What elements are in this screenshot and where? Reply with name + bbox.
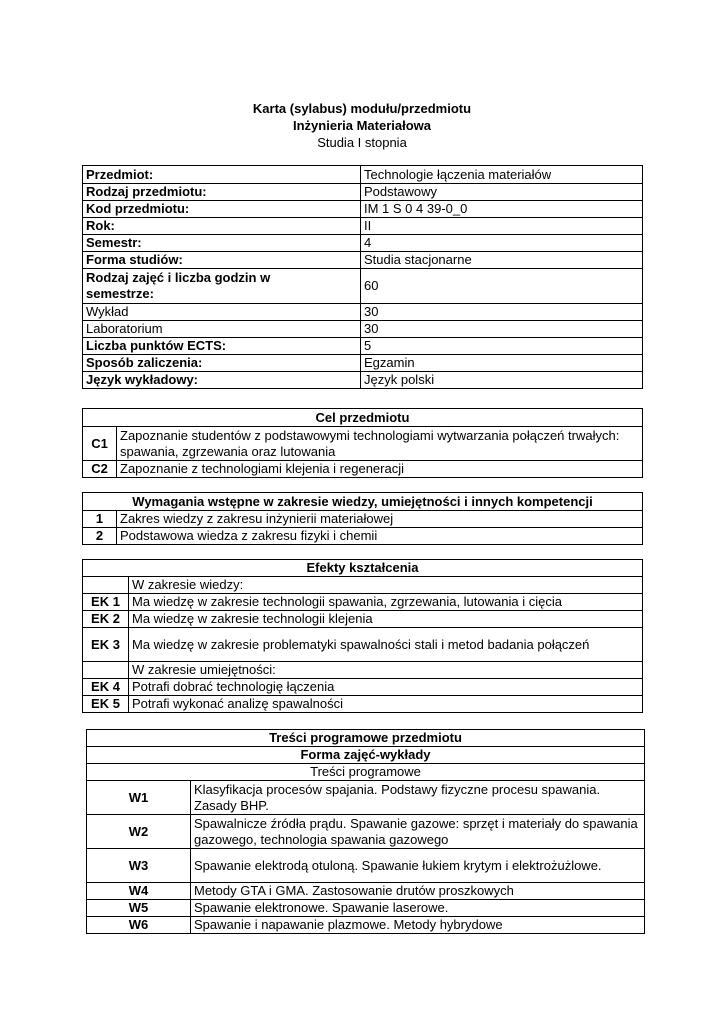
goals-title: Cel przedmiotu (83, 409, 643, 427)
info-value: Studia stacjonarne (361, 252, 643, 269)
prerequisite-text: Podstawowa wiedza z zakresu fizyki i chemii (117, 528, 643, 545)
outcomes-section-skills: W zakresie umiejętności: (129, 662, 643, 679)
info-label: Sposób zaliczenia: (83, 355, 361, 372)
info-value: Egzamin (361, 355, 643, 372)
content-row (87, 849, 645, 883)
info-row-subject (83, 166, 643, 184)
content-text: Metody GTA i GMA. Zastosowanie drutów proszkowych (191, 883, 645, 900)
info-label: Język wykładowy: (83, 372, 361, 389)
content-row (87, 883, 645, 900)
outcome-text: Ma wiedzę w zakresie technologii klejenia (129, 611, 643, 628)
content-subtitle: Forma zajęć-wykłady (87, 747, 645, 764)
content-row (87, 815, 645, 849)
content-text: Klasyfikacja procesów spajania. Podstawy fizyczne procesu spawania. Zasady BHP. (191, 781, 645, 815)
info-value: 30 (361, 304, 643, 321)
outcome-code: EK 5 (83, 696, 129, 713)
course-info-table (82, 165, 643, 389)
content-code: W5 (87, 900, 191, 917)
info-row-assessment (83, 355, 643, 372)
content-text: Spawalnicze źródła prądu. Spawanie gazowe: sprzęt i materiały do spawania gazowego, technologia spawania gazowego (191, 815, 645, 849)
program-content-table (86, 729, 645, 934)
prerequisite-code: 1 (83, 511, 117, 528)
outcome-row (83, 594, 643, 611)
outcome-row (83, 679, 643, 696)
content-text: Spawanie elektrodą otuloną. Spawanie łukiem krytym i elektrożużlowe. (191, 849, 645, 883)
outcome-text: Ma wiedzę w zakresie problematyki spawalności stali i metod badania połączeń (129, 628, 643, 662)
info-label: Laboratorium (83, 321, 361, 338)
outcome-code: EK 2 (83, 611, 129, 628)
content-text: Spawanie elektronowe. Spawanie laserowe. (191, 900, 645, 917)
info-row-language (83, 372, 643, 389)
outcome-row (83, 611, 643, 628)
info-label: Kod przedmiotu: (83, 201, 361, 218)
prerequisite-code: 2 (83, 528, 117, 545)
info-value: Język polski (361, 372, 643, 389)
info-value: 30 (361, 321, 643, 338)
goal-code: C2 (83, 461, 117, 478)
prerequisite-row (83, 511, 643, 528)
goal-text: Zapoznanie studentów z podstawowymi technologiami wytwarzania połączeń trwałych: spawania, zgrzewania oraz lutowania (117, 427, 643, 461)
info-value: 60 (361, 269, 643, 304)
document-header (0, 100, 724, 151)
info-row-lecture (83, 304, 643, 321)
document-title: Karta (sylabus) modułu/przedmiotu (252, 101, 472, 116)
prerequisites-title: Wymagania wstępne w zakresie wiedzy, umiejętności i innych kompetencji (83, 493, 643, 511)
info-value: Technologie łączenia materiałów (361, 166, 643, 184)
info-value: 5 (361, 338, 643, 355)
outcome-text: Ma wiedzę w zakresie technologii spawania, zgrzewania, lutowania i cięcia (129, 594, 643, 611)
info-label: Rodzaj zajęć i liczba godzin w semestrze: (83, 269, 361, 304)
outcomes-section-knowledge: W zakresie wiedzy: (129, 577, 643, 594)
info-label: Rodzaj przedmiotu: (83, 184, 361, 201)
content-row (87, 917, 645, 934)
course-goals-table (82, 408, 643, 478)
info-row-study-form (83, 252, 643, 269)
outcome-code: EK 1 (83, 594, 129, 611)
info-label: Liczba punktów ECTS: (83, 338, 361, 355)
outcomes-title: Efekty kształcenia (83, 560, 643, 577)
info-row-ects (83, 338, 643, 355)
prerequisites-table (82, 492, 643, 545)
content-title: Treści programowe przedmiotu (87, 730, 645, 747)
outcomes-section-row (83, 577, 643, 594)
info-label: Wykład (83, 304, 361, 321)
goal-text: Zapoznanie z technologiami klejenia i regeneracji (117, 461, 643, 478)
outcome-code: EK 3 (83, 628, 129, 662)
outcome-text: Potrafi wykonać analizę spawalności (129, 696, 643, 713)
info-label: Semestr: (83, 235, 361, 252)
content-code: W6 (87, 917, 191, 934)
info-label: Przedmiot: (83, 166, 361, 184)
content-code: W2 (87, 815, 191, 849)
prerequisite-text: Zakres wiedzy z zakresu inżynierii materiałowej (117, 511, 643, 528)
info-value: Podstawowy (361, 184, 643, 201)
content-row (87, 781, 645, 815)
info-label: Rok: (83, 218, 361, 235)
prerequisite-row (83, 528, 643, 545)
content-code: W4 (87, 883, 191, 900)
learning-outcomes-table (82, 559, 643, 713)
info-value: IM 1 S 0 4 39-0_0 (361, 201, 643, 218)
info-row-hours (83, 269, 643, 304)
content-subsubtitle: Treści programowe (87, 764, 645, 781)
outcome-code: EK 4 (83, 679, 129, 696)
goal-code: C1 (83, 427, 117, 461)
content-row (87, 900, 645, 917)
outcomes-section-row (83, 662, 643, 679)
goal-row (83, 427, 643, 461)
goal-row (83, 461, 643, 478)
outcome-text: Potrafi dobrać technologię łączenia (129, 679, 643, 696)
info-row-laboratory (83, 321, 643, 338)
info-label: Forma studiów: (83, 252, 361, 269)
content-code: W1 (87, 781, 191, 815)
outcome-row (83, 696, 643, 713)
field-of-study: Inżynieria Materiałowa (293, 118, 431, 133)
info-row-year (83, 218, 643, 235)
study-level: Studia I stopnia (317, 135, 407, 150)
info-row-code (83, 201, 643, 218)
info-value: II (361, 218, 643, 235)
outcome-row (83, 628, 643, 662)
info-row-semester (83, 235, 643, 252)
content-text: Spawanie i napawanie plazmowe. Metody hybrydowe (191, 917, 645, 934)
info-value: 4 (361, 235, 643, 252)
info-row-type (83, 184, 643, 201)
content-code: W3 (87, 849, 191, 883)
